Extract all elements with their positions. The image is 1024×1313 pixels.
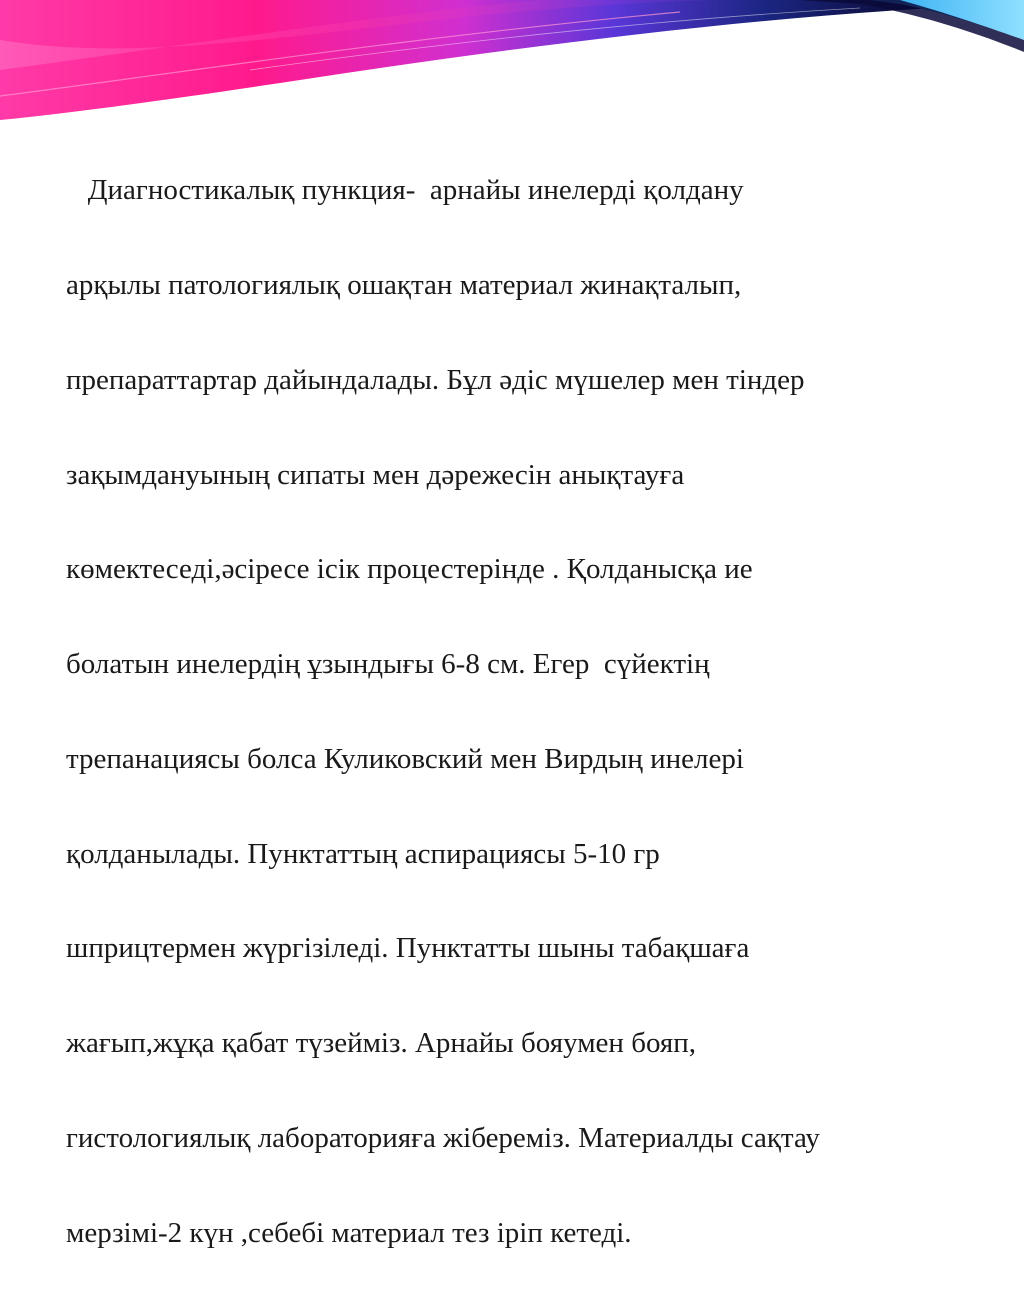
text-line: арқылы патологиялық ошақтан материал жинақталып,: [66, 268, 742, 301]
text-line: болатын инелердің ұзындығы 6-8 см. Егер сүйектің: [66, 648, 710, 681]
text-line: жағып,жұқа қабат түзейміз. Арнайы бояумен бояп,: [66, 1027, 696, 1060]
text-line: препараттартар дайындалады. Бұл әдіс мүшелер мен тіндер: [66, 363, 805, 396]
text-line: гистологиялық лабораторияға жібереміз. Материалды сақтау: [66, 1122, 820, 1154]
decorative-swoosh-banner: [0, 0, 1024, 130]
slide-body-text: [66, 112, 966, 1313]
text-line: қолданылады. Пунктаттың аспирациясы 5-10 гр: [66, 837, 660, 870]
text-line: шприцтермен жүргізіледі. Пунктатты шыны табақшаға: [66, 932, 750, 965]
text-line: мерзімі-2 күн ,себебі материал тез іріп кетеді.: [66, 1216, 632, 1249]
text-line: зақымдануының сипаты мен дәрежесін анықтауға: [66, 458, 685, 491]
text-line: көмектеседі,әсіресе ісік процестерінде . Қолданысқа ие: [66, 553, 753, 586]
text-line: Диагностикалық пункция- арнайы инелерді қолдану: [66, 174, 744, 207]
text-line: трепанациясы болса Куликовский мен Вирдың инелері: [66, 742, 744, 775]
